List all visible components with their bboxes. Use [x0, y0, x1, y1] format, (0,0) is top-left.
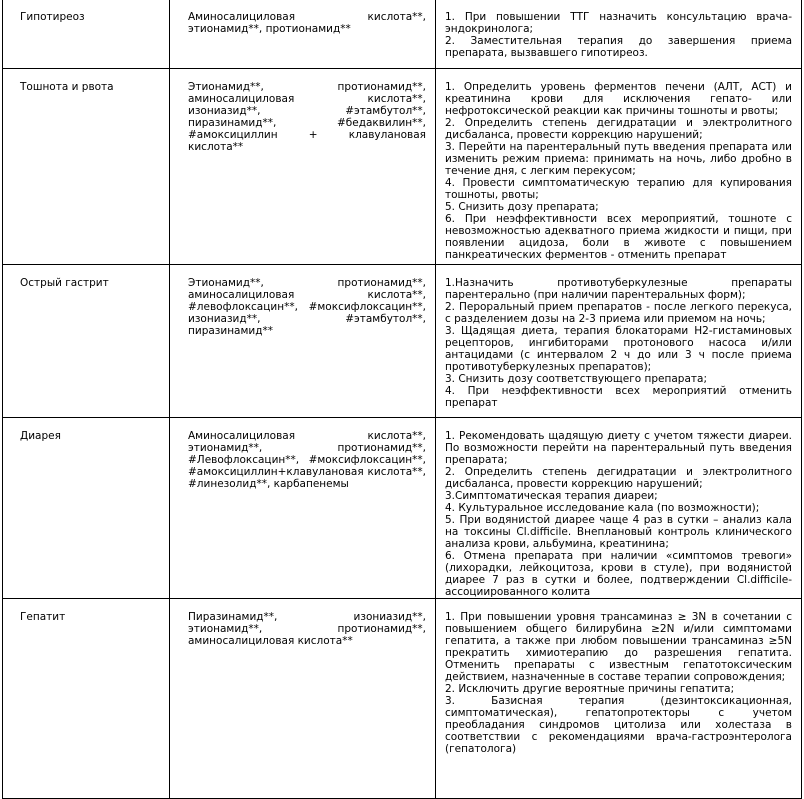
recommendation-item: 2. Пероральный прием препаратов - после легкого перекуса, с разделением дозы на 2-3 приема или приемом на ночь; — [445, 301, 792, 325]
condition-cell: Тошнота и рвота — [3, 69, 170, 265]
adverse-effects-table — [2, 0, 802, 799]
recommendation-item: 1. Рекомендовать щадящую диету с учетом тяжести диареи. По возможности перейти на парентеральный путь введения препарата; — [445, 430, 792, 466]
recommendation-item: 2. Заместительная терапия до завершения приема препарата, вызвавшего гипотиреоз. — [445, 35, 792, 59]
recommendation-item: 3. Базисная терапия (дезинтоксикационная, симптоматическая), гепатопротекторы с учетом преобладания синдромов цитолиза или холестаза в соответствии с рекомендациями врача-гастроэнтеролога (гепатолога) — [445, 695, 792, 755]
recommendations-cell — [436, 0, 802, 69]
recommendation-item: 2. Определить степень дегидратации и электролитного дисбаланса, провести коррекцию нарушений; — [445, 466, 792, 490]
drugs-cell: Этионамид**, протионамид**, аминосалициловая кислота**, #левофлоксацин**, #моксифлоксацин**, изониазид**, #этамбутол**, пиразинамид** — [170, 265, 436, 418]
recommendations-cell — [436, 265, 802, 418]
recommendation-item: 6. Отмена препарата при наличии «симптомов тревоги» (лихорадки, лейкоцитоза, крови в стуле), при водянистой диарее 7 раз в сутки и более, подтверждении Cl.difficile-ассоциированного колита — [445, 550, 792, 598]
table-row — [3, 418, 802, 599]
condition-cell: Гипотиреоз — [3, 0, 170, 69]
recommendation-item: 3. Щадящая диета, терапия блокаторами Н2-гистаминовых рецепторов, ингибиторами протонового насоса и/или антацидами (с интервалом 2 ч до или 3 ч после приема противотуберкулезных препаратов); — [445, 325, 792, 373]
condition-cell: Гепатит — [3, 599, 170, 799]
recommendation-item: 5. При водянистой диарее чаще 4 раз в сутки – анализ кала на токсины Cl.difficile. Внеплановый контроль клинического анализа крови, альбумина, креатинина; — [445, 514, 792, 550]
drugs-cell: Пиразинамид**, изониазид**, этионамид**, протионамид**, аминосалициловая кислота** — [170, 599, 436, 799]
recommendation-item: 1. При повышении уровня трансаминаз ≥ 3N в сочетании с повышением общего билирубина ≥2N и/или симптомами гепатита, а также при любом повышении трансаминаз ≥5N прекратить химиотерапию до разрешения гепатита. Отменить препараты с известным гепатотоксическим действием, назначенные в составе терапии сопровождения; — [445, 611, 792, 683]
recommendation-item: 6. При неэффективности всех мероприятий, тошноте с невозможностью адекватного приема жидкости и пищи, при появлении ацидоза, боли в животе с повышением панкреатических ферментов - отменить препарат — [445, 213, 792, 261]
table-row — [3, 599, 802, 799]
table-row — [3, 265, 802, 418]
recommendation-item: 4. При неэффективности всех мероприятий отменить препарат — [445, 385, 792, 409]
condition-cell: Острый гастрит — [3, 265, 170, 418]
drugs-cell: Аминосалициловая кислота**, этионамид**, протионамид**, #Левофлоксацин**, #моксифлоксацин**, #амоксициллин+клавулановая кислота**, #линезолид**, карбапенемы — [170, 418, 436, 599]
table-row — [3, 0, 802, 69]
recommendation-item: 1. При повышении ТТГ назначить консультацию врача-эндокринолога; — [445, 11, 792, 35]
recommendations-cell — [436, 69, 802, 265]
table-row — [3, 69, 802, 265]
recommendation-item: 3. Перейти на парентеральный путь введения препарата или изменить режим приема: принимать на ночь, либо дробно в течение дня, с легким перекусом; — [445, 141, 792, 177]
recommendation-item: 4. Провести симптоматическую терапию для купирования тошноты, рвоты; — [445, 177, 792, 201]
recommendation-item: 5. Снизить дозу препарата; — [445, 201, 599, 213]
condition-cell: Диарея — [3, 418, 170, 599]
recommendation-item: 1. Определить уровень ферментов печени (АЛТ, АСТ) и креатинина крови для исключения гепато- или нефротоксической реакции как причины тошноты и рвоты; — [445, 81, 792, 117]
recommendation-item: 3. Снизить дозу соответствующего препарата; — [445, 373, 707, 385]
recommendation-item: 3.Симптоматическая терапия диареи; — [445, 490, 658, 502]
recommendation-item: 2. Исключить другие вероятные причины гепатита; — [445, 683, 735, 695]
recommendations-cell — [436, 599, 802, 799]
drugs-cell: Этионамид**, протионамид**, аминосалициловая кислота**, изониазид**, #этамбутол**, пиразинамид**, #бедаквилин**, #амоксициллин + клавулановая кислота** — [170, 69, 436, 265]
recommendation-item: 4. Культуральное исследование кала (по возможности); — [445, 502, 760, 514]
drugs-cell: Аминосалициловая кислота**, этионамид**, протионамид** — [170, 0, 436, 69]
recommendations-cell — [436, 418, 802, 599]
recommendation-item: 2. Определить степень дегидратации и электролитного дисбаланса, провести коррекцию нарушений; — [445, 117, 792, 141]
recommendation-item: 1.Назначить противотуберкулезные препараты парентерально (при наличии парентеральных форм); — [445, 277, 792, 301]
